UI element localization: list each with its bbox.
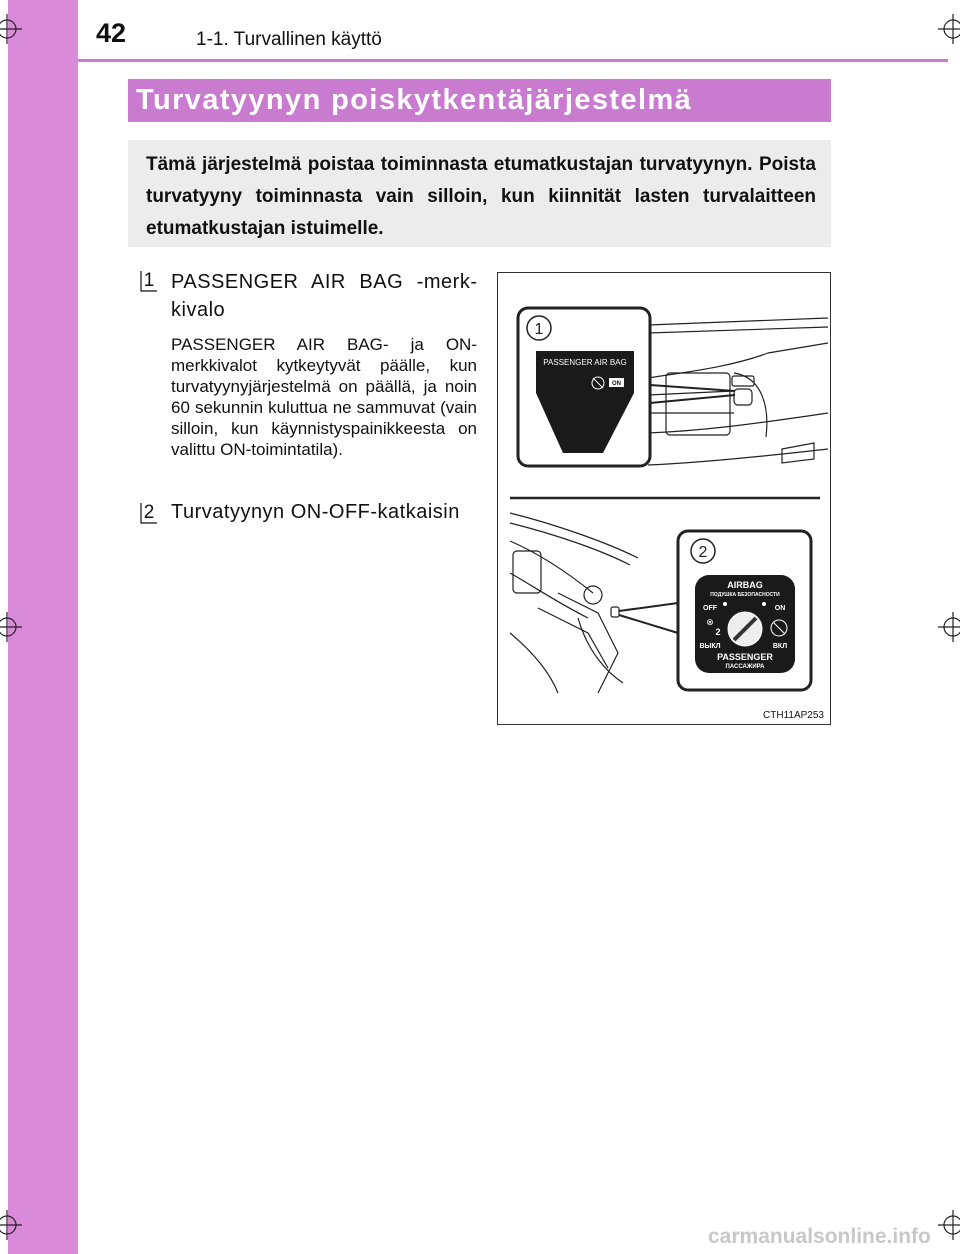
section-title-bar	[128, 79, 831, 122]
crop-mark-icon	[938, 1210, 960, 1240]
header-rule	[78, 59, 948, 62]
switch-airbag-ru-label: ПОДУШКА БЕЗОПАСНОСТИ	[710, 592, 780, 598]
switch-number-label: 2	[715, 627, 721, 637]
number-frame-icon	[140, 502, 158, 524]
item-description-1: PASSENGER AIR BAG- ja ON-merkkivalot kytkeytyvät päälle, kun turvatyynyjärjestelmä on päällä, ja noin 60 sekunnin kuluttua ne sammuvat (vain silloin, kun käynnistyspainikkeesta on valittu ON-toimintatila).	[171, 335, 477, 459]
item-number-1	[140, 270, 158, 292]
indicator-label: PASSENGER AIR BAG	[543, 358, 627, 367]
crop-mark-icon	[938, 612, 960, 642]
callout-1-label: 1	[534, 321, 544, 338]
item-title-2: Turvatyynyn ON-OFF-katkaisin	[171, 501, 460, 523]
number-frame-icon	[140, 270, 158, 292]
crop-mark-icon	[938, 14, 960, 44]
airbag-illustration	[497, 272, 831, 725]
figure-code: CTH11AP253	[763, 710, 824, 721]
crop-mark-icon	[0, 14, 22, 44]
switch-off-label: OFF	[703, 605, 717, 612]
page-number: 42	[96, 18, 127, 48]
child-seat-off-icon: ⊗	[706, 617, 714, 627]
crop-mark-icon	[0, 612, 22, 642]
item-number-label: 1	[143, 270, 155, 291]
intro-text: Tämä järjestelmä poistaa toiminnasta etumatkustajan turvatyynyn. Poista turvatyyny toiminnasta vain silloin, kun kiinnität lasten turvalaitteen etumatkustajan istuimelle.	[146, 154, 816, 239]
switch-on-label: ON	[774, 605, 786, 612]
watermark: carmanualsonline.info	[708, 1225, 931, 1248]
indicator-on-label: ON	[612, 381, 621, 387]
switch-on-ru-label: ВКЛ	[772, 643, 788, 650]
intro-box	[128, 140, 831, 247]
crop-mark-icon	[0, 1210, 22, 1240]
switch-off-ru-label: ВЫКЛ	[699, 643, 721, 650]
chapter-heading: 1-1. Turvallinen käyttö	[196, 29, 382, 50]
dashboard-illustration	[498, 273, 830, 724]
item-number-2	[140, 502, 158, 524]
item-title-1: PASSENGER AIR BAG -merkkivalo	[171, 271, 477, 321]
callout-2-label: 2	[698, 544, 708, 561]
switch-airbag-label: AIRBAG	[727, 580, 763, 590]
switch-passenger-label: PASSENGER	[717, 652, 773, 662]
switch-passenger-ru-label: ПАССАЖИРА	[725, 664, 765, 670]
section-title: Turvatyynyn poiskytkentäjärjestelmä	[136, 84, 693, 116]
item-number-label: 2	[143, 502, 155, 523]
